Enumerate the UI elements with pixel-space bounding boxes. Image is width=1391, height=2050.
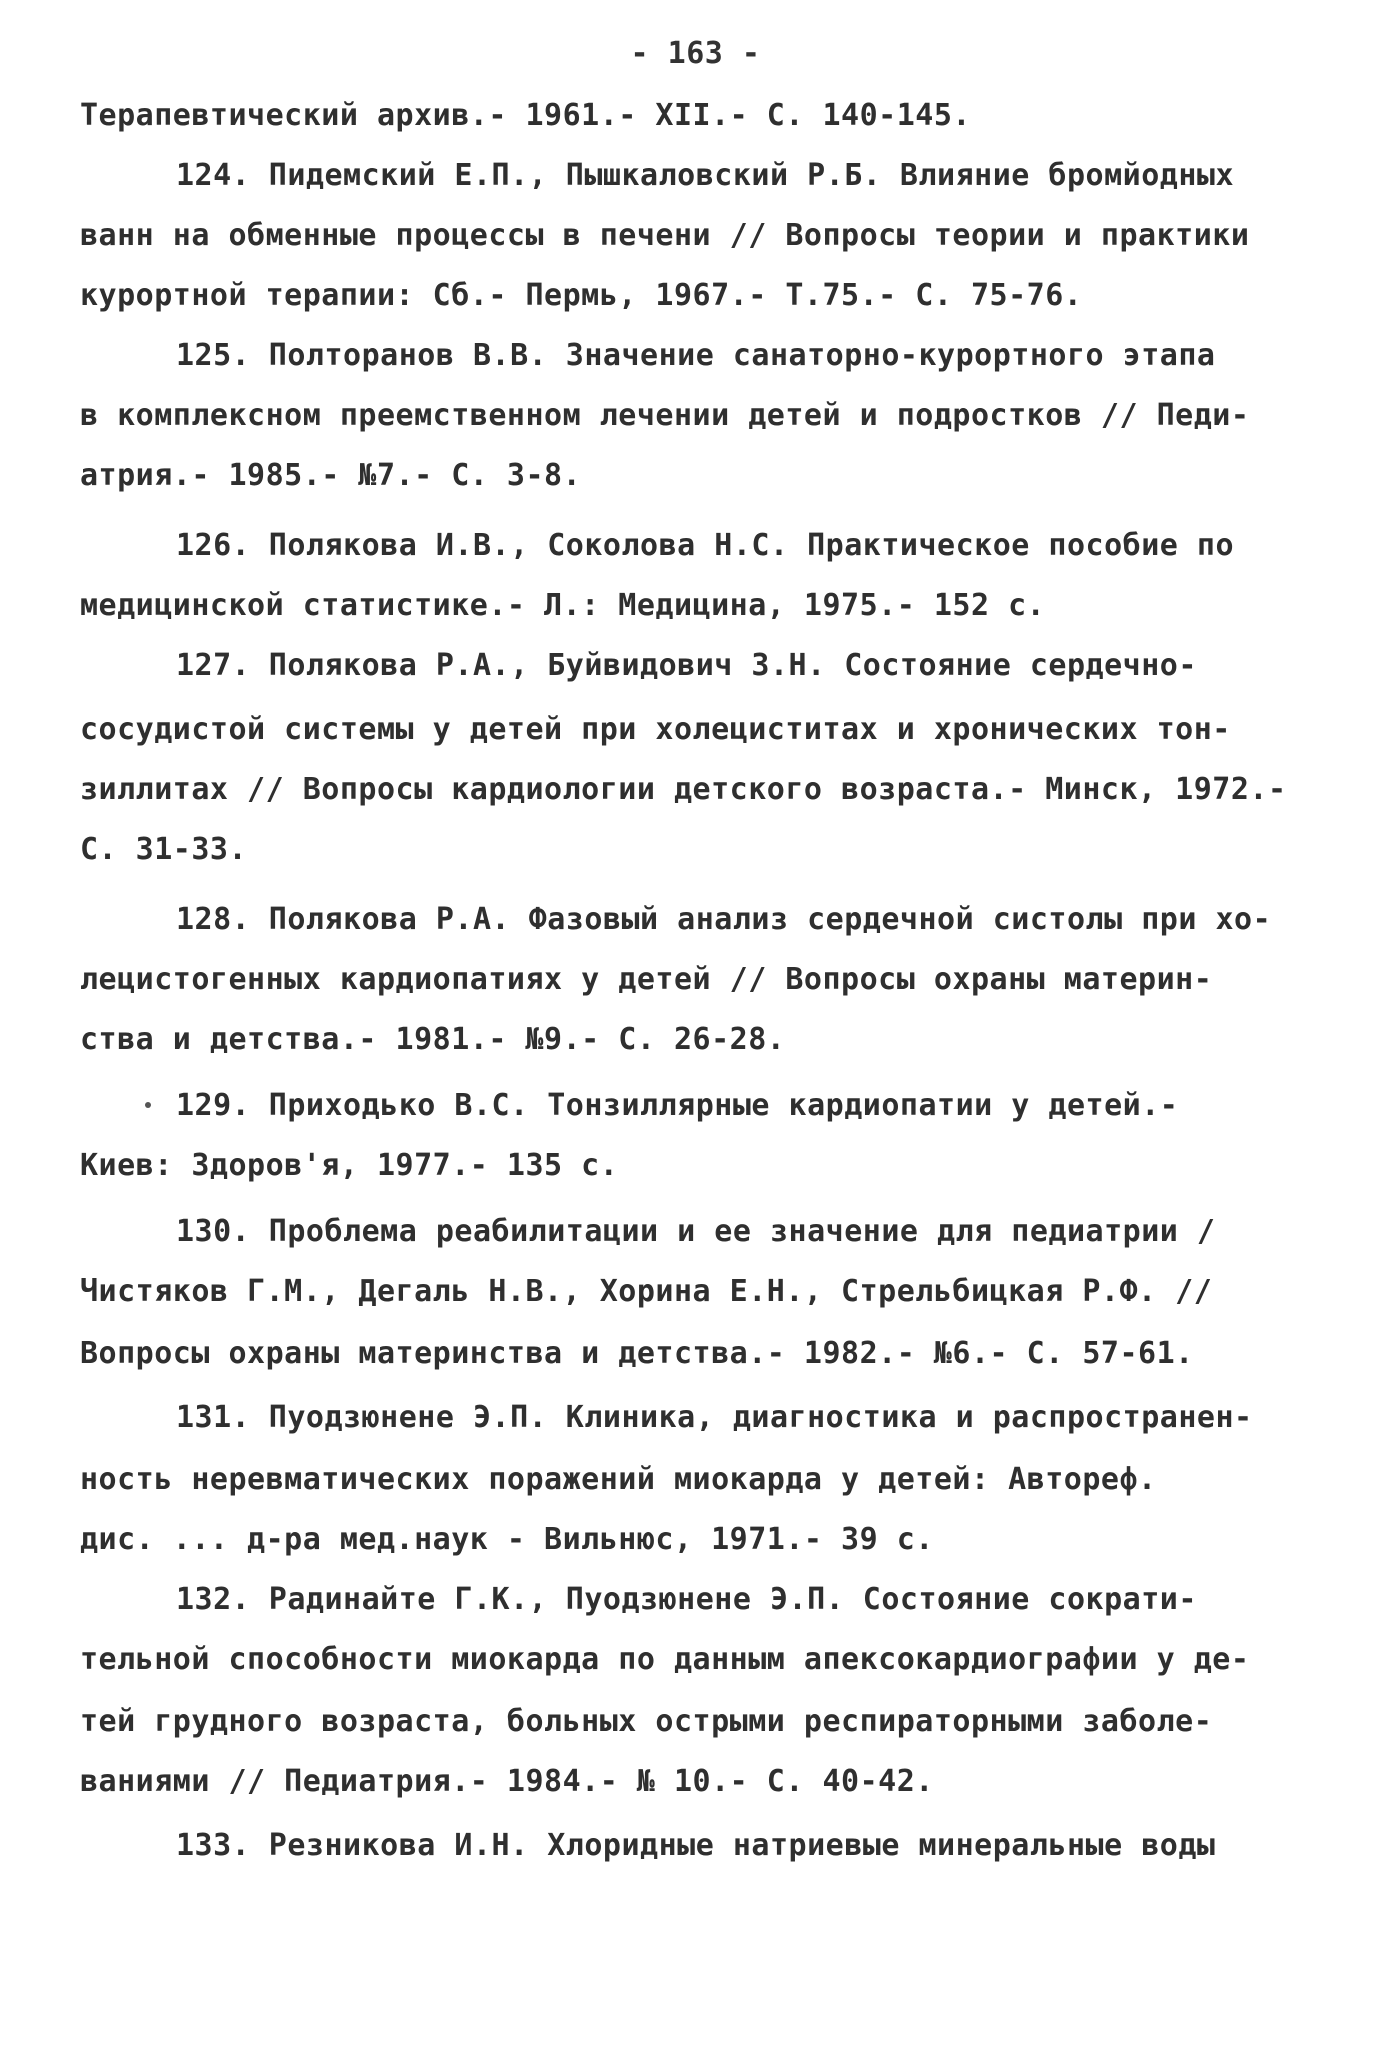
ref-line: Терапевтический архив.- 1961.- XII.- С. 140-145.	[80, 98, 971, 133]
ref-line: 125. Полторанов В.В. Значение санаторно-курортного этапа	[176, 338, 1216, 373]
ref-line: курортной терапии: Сб.- Пермь, 1967.- Т.75.- С. 75-76.	[80, 278, 1083, 313]
ref-line: 132. Радинайте Г.К., Пуодзюнене Э.П. Состояние сократи-	[176, 1582, 1197, 1617]
page-number: - 163 -	[630, 36, 761, 71]
ref-line: в комплексном преемственном лечении детей и подростков // Педи-	[80, 398, 1250, 433]
stray-dot-mark	[145, 1102, 151, 1108]
ref-line: 127. Полякова Р.А., Буйвидович З.Н. Состояние сердечно-	[176, 648, 1197, 683]
ref-line: 128. Полякова Р.А. Фазовый анализ сердечной систолы при хо-	[176, 902, 1272, 937]
ref-line: дис. ... д-ра мед.наук - Вильнюс, 1971.- 39 с.	[80, 1522, 934, 1557]
ref-line: сосудистой системы у детей при холециститах и хронических тон-	[80, 712, 1231, 747]
ref-line: Вопросы охраны материнства и детства.- 1982.- №6.- С. 57-61.	[80, 1336, 1194, 1371]
ref-line: Киев: Здоров'я, 1977.- 135 с.	[80, 1148, 619, 1183]
ref-line: ваниями // Педиатрия.- 1984.- № 10.- С. 40-42.	[80, 1764, 934, 1799]
ref-line: Чистяков Г.М., Дегаль Н.В., Хорина Е.Н., Стрельбицкая Р.Ф. //	[80, 1274, 1213, 1309]
ref-line: ства и детства.- 1981.- №9.- С. 26-28.	[80, 1022, 786, 1057]
ref-line: 130. Проблема реабилитации и ее значение для педиатрии /	[176, 1214, 1216, 1249]
ref-line: тельной способности миокарда по данным апексокардиографии у де-	[80, 1642, 1250, 1677]
ref-line: ванн на обменные процессы в печени // Вопросы теории и практики	[80, 218, 1250, 253]
ref-line: 131. Пуодзюнене Э.П. Клиника, диагностика и распространен-	[176, 1400, 1253, 1435]
ref-line: ность неревматических поражений миокарда у детей: Автореф.	[80, 1462, 1157, 1497]
ref-line: 133. Резникова И.Н. Хлоридные натриевые минеральные воды	[176, 1828, 1216, 1863]
ref-line: атрия.- 1985.- №7.- С. 3-8.	[80, 458, 582, 493]
ref-line: 126. Полякова И.В., Соколова Н.С. Практическое пособие по	[176, 528, 1235, 563]
ref-line: 129. Приходько В.С. Тонзиллярные кардиопатии у детей.-	[176, 1088, 1179, 1123]
ref-line: медицинской статистике.- Л.: Медицина, 1975.- 152 с.	[80, 588, 1046, 623]
ref-line: зиллитах // Вопросы кардиологии детского возраста.- Минск, 1972.-	[80, 772, 1287, 807]
ref-line: С. 31-33.	[80, 832, 248, 867]
ref-line: 124. Пидемский Е.П., Пышкаловский Р.Б. Влияние бромйодных	[176, 158, 1235, 193]
ref-line: тей грудного возраста, больных острыми респираторными заболе-	[80, 1704, 1213, 1739]
ref-line: лецистогенных кардиопатиях у детей // Вопросы охраны материн-	[80, 962, 1213, 997]
